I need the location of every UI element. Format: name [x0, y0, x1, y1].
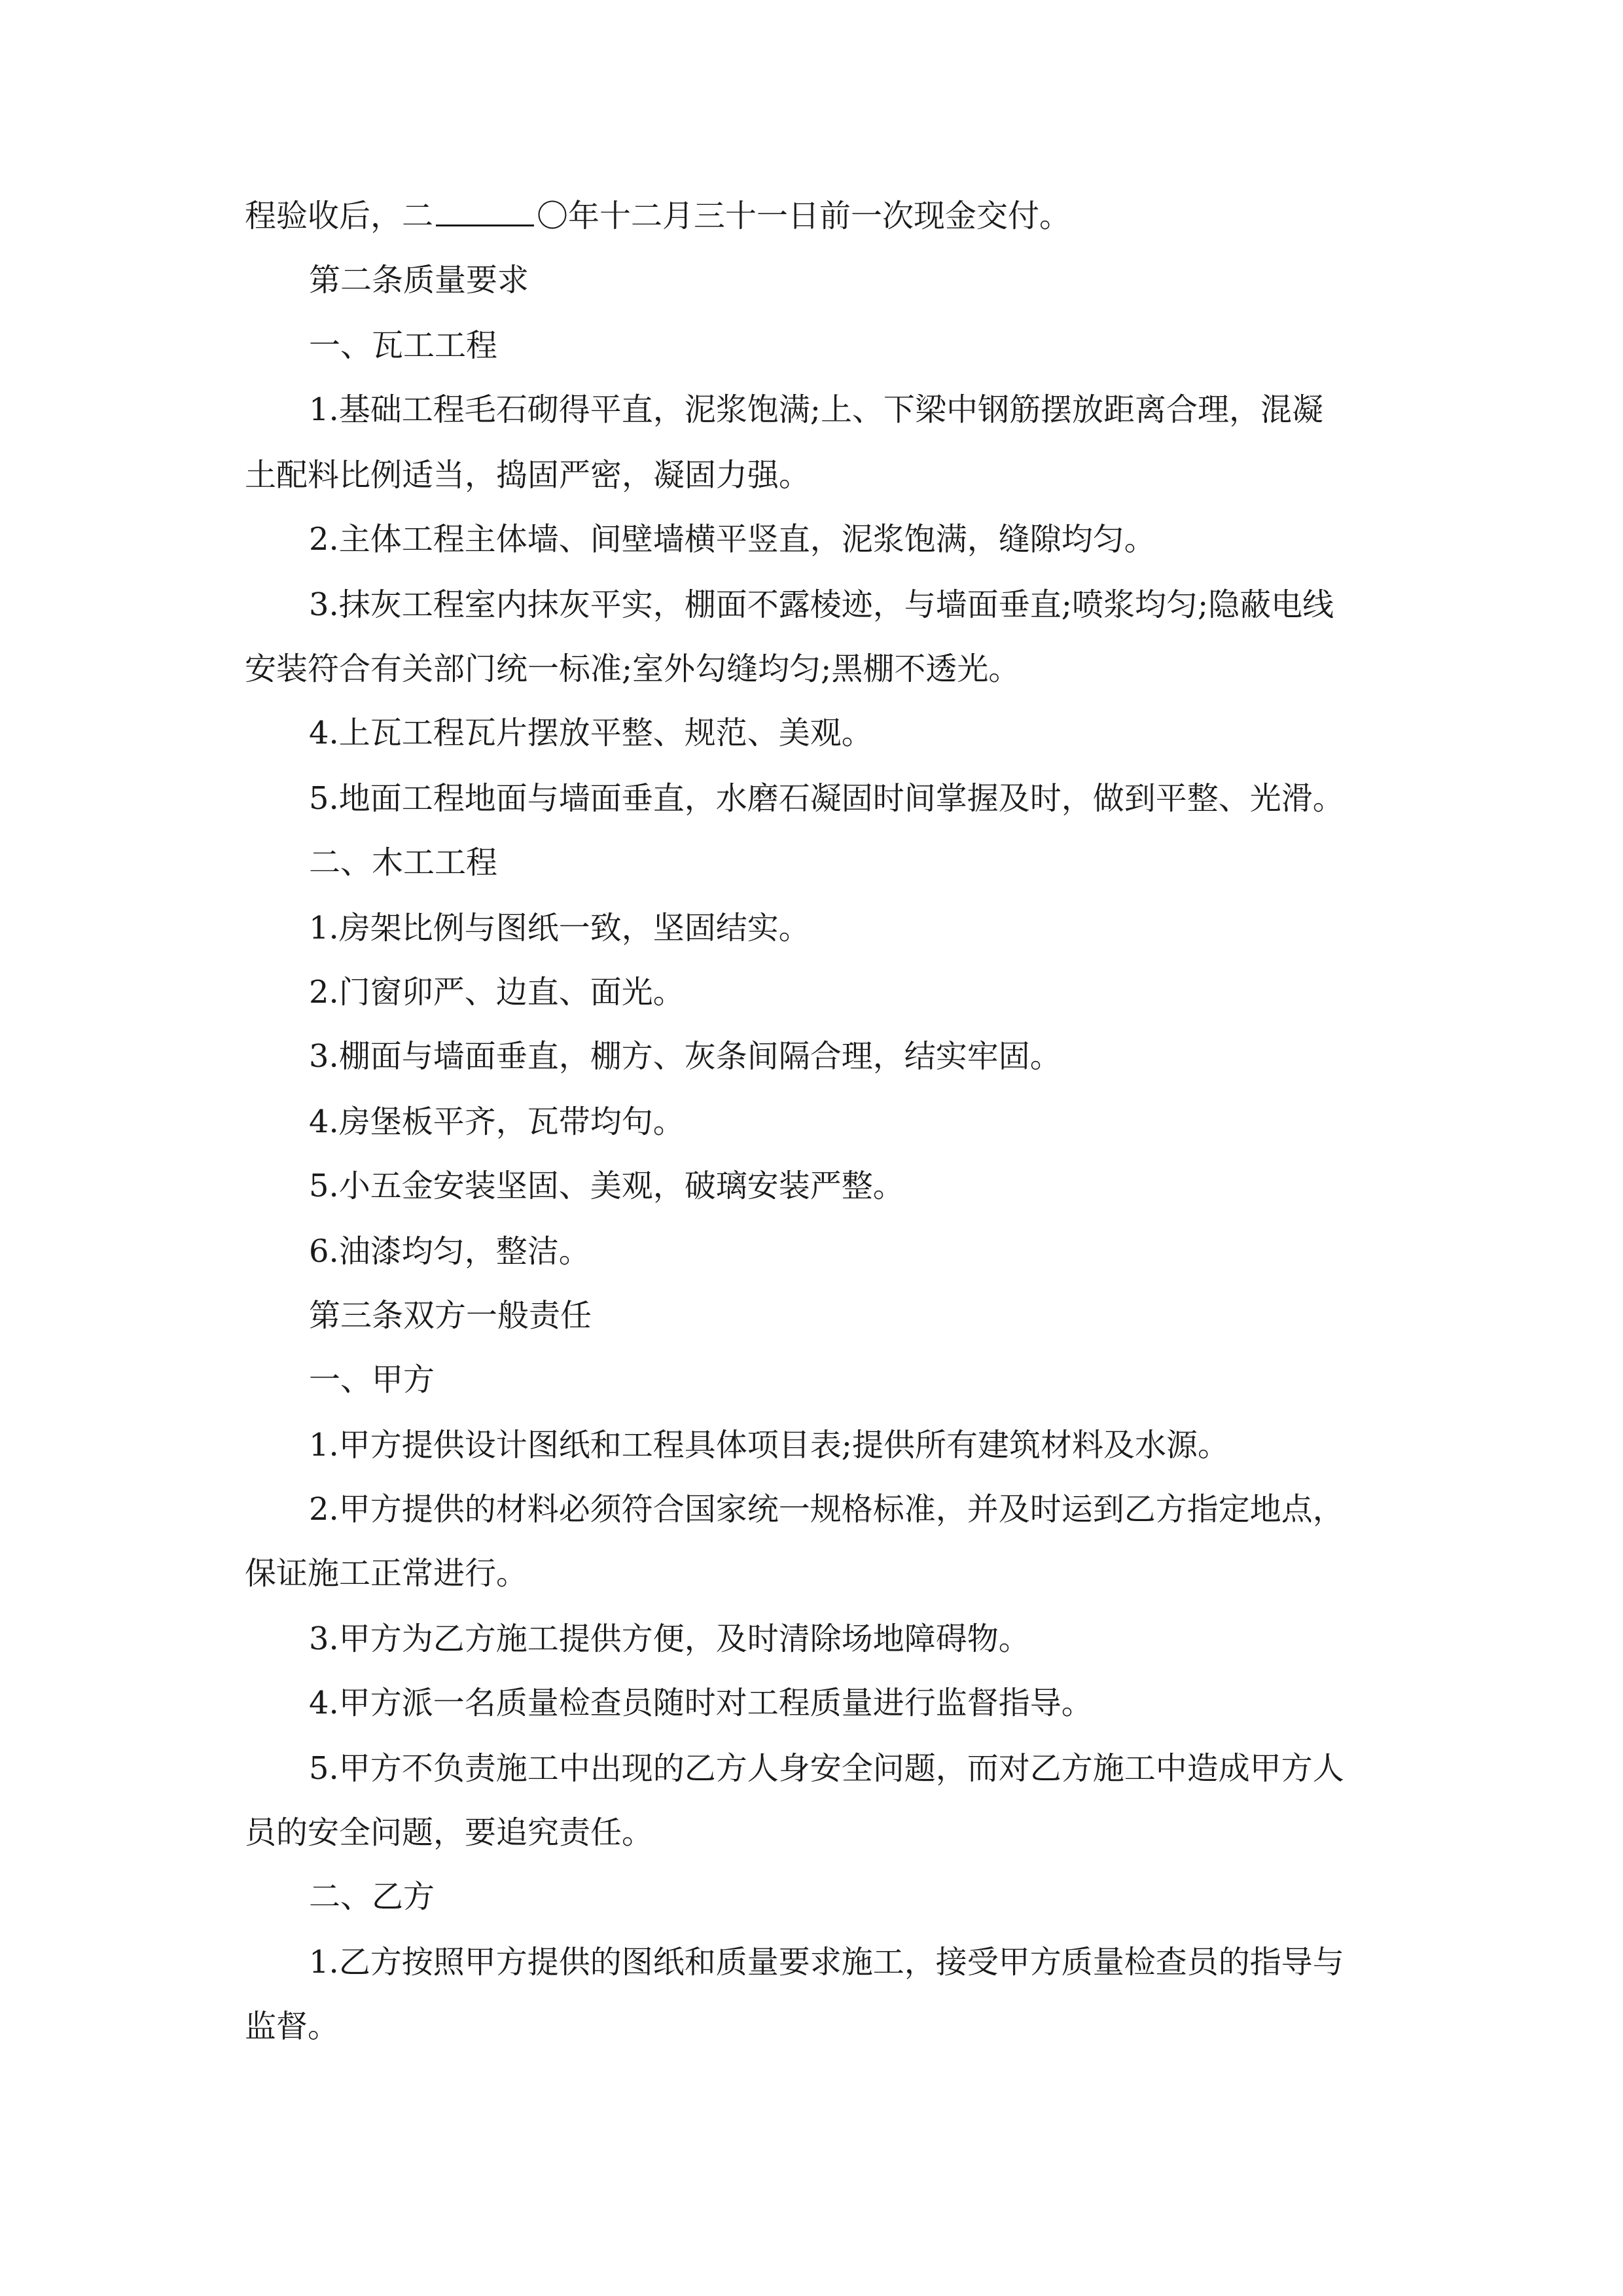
- list-item: 2.甲方提供的材料必须符合国家统一规格标准，并及时运到乙方指定地点，: [309, 1491, 1344, 1528]
- list-item: 4.甲方派一名质量检查员随时对工程质量进行监督指导。: [309, 1685, 1093, 1721]
- subsection-heading: 二、木工工程: [309, 844, 498, 881]
- text-segment: 程验收后，二: [245, 198, 434, 234]
- list-item: 4.房堡板平齐，瓦带均句。: [309, 1103, 685, 1140]
- text-line: [245, 196, 1071, 236]
- fill-in-blank: [436, 198, 534, 226]
- list-item: 1.房架比例与图纸一致，坚固结实。: [309, 910, 810, 946]
- list-item: 1.乙方按照甲方提供的图纸和质量要求施工，接受甲方质量检查员的指导与: [309, 1944, 1344, 1981]
- list-item: 1.基础工程毛石砌得平直，泥浆饱满;上、下梁中钢筋摆放距离合理，混凝: [309, 391, 1323, 428]
- list-item-continuation: 安装符合有关部门统一标准;室外勾缝均匀;黑棚不透光。: [245, 651, 1020, 687]
- list-item: 5.地面工程地面与墙面垂直，水磨石凝固时间掌握及时，做到平整、光滑。: [309, 780, 1344, 817]
- list-item-continuation: 土配料比例适当，捣固严密，凝固力强。: [245, 457, 811, 493]
- text-segment: 〇年十二月三十一日前一次现金交付。: [537, 198, 1071, 234]
- list-item: 2.主体工程主体墙、间壁墙横平竖直，泥浆饱满，缝隙均匀。: [309, 521, 1156, 558]
- subsection-heading: 一、甲方: [309, 1361, 435, 1398]
- list-item: 1.甲方提供设计图纸和工程具体项目表;提供所有建筑材料及水源。: [309, 1427, 1229, 1463]
- section-heading: 第二条质量要求: [309, 262, 529, 298]
- list-item: 3.棚面与墙面垂直，棚方、灰条间隔合理，结实牢固。: [309, 1038, 1061, 1075]
- list-item: 3.抹灰工程室内抹灰平实，棚面不露棱迹，与墙面垂直;喷浆均匀;隐蔽电线: [309, 586, 1334, 623]
- list-item: 3.甲方为乙方施工提供方便，及时清除场地障碍物。: [309, 1621, 1030, 1657]
- subsection-heading: 二、乙方: [309, 1878, 435, 1915]
- list-item: 6.油漆均匀，整洁。: [309, 1233, 590, 1270]
- list-item-continuation: 员的安全问题，要追究责任。: [245, 1814, 654, 1851]
- list-item: 5.小五金安装坚固、美观，破璃安装严整。: [309, 1168, 904, 1204]
- list-item-continuation: 保证施工正常进行。: [245, 1555, 528, 1592]
- list-item-continuation: 监督。: [245, 2008, 340, 2045]
- subsection-heading: 一、瓦工工程: [309, 327, 498, 364]
- list-item: 5.甲方不负责施工中出现的乙方人身安全问题，而对乙方施工中造成甲方人: [309, 1750, 1344, 1787]
- section-heading: 第三条双方一般责任: [309, 1297, 592, 1334]
- list-item: 2.门窗卯严、边直、面光。: [309, 974, 685, 1011]
- list-item: 4.上瓦工程瓦片摆放平整、规范、美观。: [309, 715, 873, 751]
